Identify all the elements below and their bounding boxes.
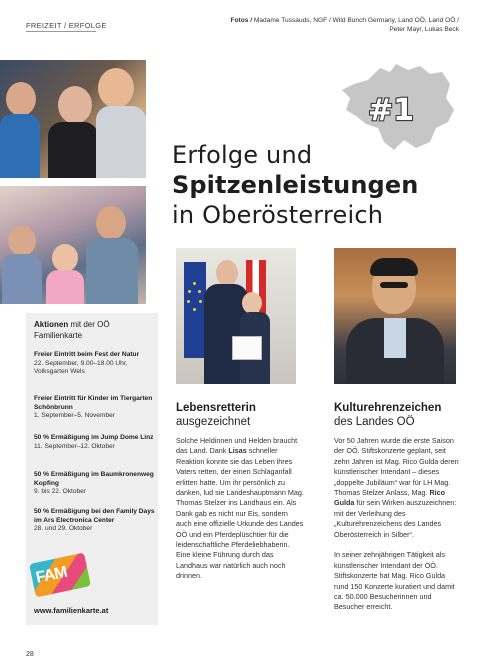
article-lebensretterin-body	[176, 436, 304, 592]
sidebar-item-detail: 1. September–5. November	[34, 412, 115, 420]
sidebar-item-detail: 9. bis 22. Oktober	[34, 488, 87, 496]
article-title-rest: ausgezeichnet	[176, 416, 251, 428]
credits-label: Fotos /	[230, 17, 253, 24]
article-body-text: Vor 50 Jahren wurde die erste Saison der OÖ. Stiftskonzerte geplant, seit zehn Jahren ist Mag. Rico Gulda deren künstlerischer Intendant – dieses „doppelte Jubiläum“ war für LH Mag. Thomas Stelzer Anlass, Mag.	[334, 436, 459, 498]
familienkarte-sidebar	[26, 313, 158, 625]
sidebar-title-bold: Aktionen	[34, 320, 69, 329]
section-rule	[26, 31, 96, 32]
photo-kids-museum	[0, 60, 146, 178]
article-body-text: für sein Wirken auszuzeichnen: mit der Verleihung des „Kulturehrenzeichens des Landes Oberösterreich in Silber“.	[334, 498, 457, 539]
photo-rico-gulda	[334, 248, 456, 384]
sidebar-item-detail: 28. und 29. Oktober	[34, 525, 93, 533]
sidebar-item	[34, 395, 156, 421]
familienkarte-card-logo	[29, 553, 91, 598]
page-headline	[172, 140, 462, 230]
number-one-badge	[368, 93, 414, 128]
sidebar-item-heading: 50 % Ermäßigung im Jump Dome Linz	[34, 434, 154, 441]
sidebar-item	[34, 351, 156, 377]
sidebar-title-rest: mit der OÖ Familienkarte	[34, 320, 110, 340]
eu-flag	[184, 262, 206, 358]
article-body-text: schneller Reaktion konnte sie das Leben ihres Vaters retten, der einen Schlaganfall erlitten hatte. Um ihr persönlich zu danken, lud sie Landeshauptmann Mag. Thomas Stelzer ins Landhaus ein. Als Dank gab es nicht nur Eis, sondern auch eine offizielle Urkunde des Landes OÖ und ein Pferdeplüschtier für die leidenschaftliche Pferdeliebhaberin. Eine kleine Führung durch das Landhaus war natürlich auch noch drinnen.	[176, 446, 304, 581]
article-body-text: Solche Heldinnen und Helden braucht das Land. Dank	[176, 436, 298, 456]
section-label: FREIZEIT / ERFOLGE	[26, 21, 107, 30]
headline-line-3: in Oberösterreich	[172, 201, 384, 229]
credits-text: Madame Tussauds, NGF / Wild Bunch Germany, Land OÖ, Land OÖ / Peter Mayr, Lukas Beck	[252, 17, 459, 33]
article-lebensretterin-title	[176, 401, 306, 429]
page-number: 28	[26, 651, 34, 658]
photo-family-cinema	[0, 186, 146, 304]
headline-line-1: Erfolge und	[172, 141, 313, 169]
sidebar-item-heading: 50 % Ermäßigung im Baumkronenweg Kopfing	[34, 471, 154, 487]
article-title-bold: Kulturehrenzeichen	[334, 402, 442, 414]
article-body-bold: Lisas	[228, 446, 247, 456]
sidebar-item-heading: Freier Eintritt für Kinder im Tiergarten Schönbrunn	[34, 395, 153, 411]
photo-credits	[229, 17, 459, 34]
sidebar-item-heading: Freier Eintritt beim Fest der Natur	[34, 351, 140, 358]
sidebar-item-heading: 50 % Ermäßigung bei den Family Days im Ars Electronica Center	[34, 508, 155, 524]
article-body-bold: Rico Gulda	[334, 488, 446, 508]
familienkarte-logo-text: FAM	[34, 563, 69, 587]
article-title-bold: Lebensretterin	[176, 402, 256, 414]
sidebar-item-detail: 11. September–12. Oktober	[34, 442, 115, 450]
sidebar-item	[34, 434, 156, 451]
sidebar-item	[34, 471, 156, 497]
headline-line-2: Spitzenleistungen	[172, 171, 419, 199]
article-kulturehrenzeichen-body	[334, 436, 460, 623]
sidebar-item	[34, 508, 156, 534]
article-title-rest: des Landes OÖ	[334, 416, 415, 428]
badge-text: #1	[368, 93, 415, 128]
sidebar-item-detail: 22. September, 9.00–18.00 Uhr, Volksgarten Wels	[34, 359, 128, 376]
familienkarte-link[interactable]: www.familienkarte.at	[34, 606, 109, 615]
article-kulturehrenzeichen-title	[334, 401, 464, 429]
article-body-paragraph-2: In seiner zehnjährigen Tätigkeit als künstlerischer Intendant der OÖ. Stiftskonzerte hat Mag. Rico Gulda rund 150 Konzerte kuratiert und damit ca. 50.000 Besucherinnen und Besucher erreicht.	[334, 550, 455, 612]
sidebar-title	[34, 320, 152, 341]
photo-lisa-award	[176, 248, 296, 384]
